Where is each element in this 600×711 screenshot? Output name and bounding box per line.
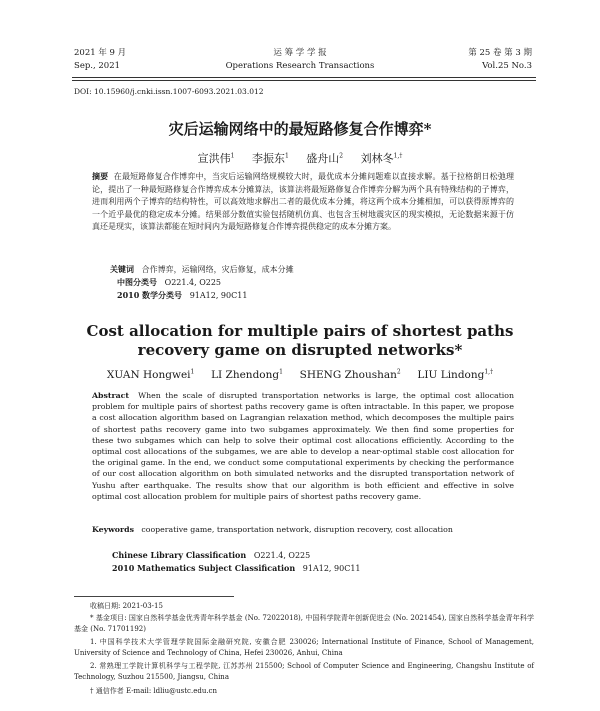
footnote-affil-2: 2. 常熟理工学院计算机科学与工程学院, 江苏苏州 215500; School of Computer Science and Engineering, Changshu Institute of Technology, Suzhou 215500, Jiangsu, China [74,662,534,681]
author-en: LI Zhendong$^1$ [211,368,283,381]
abstract-cn [92,170,514,234]
header-volume-cn: 第 25 卷 第 3 期 [468,48,532,58]
header-journal-en: Operations Research Transactions [225,61,375,71]
author-cn: 刘林冬$^{1,\dagger}$ [360,152,403,165]
title-cn: 灾后运输网络中的最短路修复合作博弈* [168,120,432,138]
msc-en: 2010 Mathematics Subject Classification 91A12, 90C11 [112,563,361,573]
abstract-en-text: When the scale of disrupted transportation networks is large, the optimal cost allocation problem for multiple pairs of shortest paths recovery game is often intractable. In this paper, we propose a cost allocation algorithm based on Lagrangian relaxation method, which decomposes the multiple pairs of shortest paths recovery game into two subgames approximately. We then find some properties for these two subgames which can help to solve their optimal cost allocations efficiently. According to the optimal cost allocations of the subgames, we are able to develop a near-optimal stable cost allocation for the original game. In the end, we conduct some computational experiments by checking the performance of our cost allocation algorithm on both simulated networks and the disrupted transportation network of Yushu after earthquake. The results show that our algorithm is both efficient and effective in solve optimal cost allocation problem for multiple pairs of shortest paths recovery game. [92,391,514,501]
abstract-cn-text: 在最短路修复合作博弈中，当灾后运输网络规模较大时，最优成本分摊问题难以直接求解。基于拉格朗日松弛理论，提出了一种最短路修复合作博弈成本分摊算法，该算法将最短路修复合作博弈分解为两个具有特殊结构的子博弈，进而利用两个子博弈的结构特性，可以高效地求解出二者的最优成本分摊，将这两个成本分摊相加，可以获得原博弈的一个近乎最优的稳定成本分摊。结果部分数值实验包括随机仿真、也包含玉树地震灾区的现实模拟，无论数据来源于仿真还是现实，该算法都能在短时间内为最短路修复合作博弈提供稳定的成本分摊方案。 [92,172,514,232]
footnote-received: 收稿日期: 2021-03-15 [90,602,163,610]
header-volume-en: Vol.25 No.3 [482,61,532,71]
author-en: XUAN Hongwei$^1$ [106,368,195,381]
keywords-en: Keywords cooperative game, transportation network, disruption recovery, cost allocation [92,525,453,534]
footnote-affil-1: 1. 中国科学技术大学管理学院国际金融研究院, 安徽合肥 230026; International Institute of Finance, School of Management, University of Science and Technology of China, Hefei 230026, Anhui, China [74,638,534,657]
header-journal-cn: 运 筹 学 学 报 [273,48,327,58]
author-en: LIU Lindong$^{1,\dagger}$ [417,368,494,381]
footnote-rule [74,596,234,597]
header-rule-thick [72,80,536,81]
header-rule-thin [72,77,536,78]
abstract-cn-label: 摘要 [92,171,109,181]
doi: DOI: 10.15960/j.cnki.issn.1007-6093.2021.03.012 [74,87,264,96]
title-en-line-1: Cost allocation for multiple pairs of shortest paths [86,322,514,340]
footnote-fund: * 基金项目: 国家自然科学基金优秀青年科学基金 (No. 72022018), 中国科学院青年创新促进会 (No. 2021454), 国家自然科学基金青年科学基金 (No. 71701192) [74,614,534,633]
author-cn: 盛舟山$^2$ [306,152,344,165]
clc-cn: 中图分类号 O221.4, O225 [117,277,222,287]
authors-cn [0,150,600,166]
title-en-line-2: recovery game on disrupted networks* [137,341,463,359]
footnote-corresponding: † 通信作者 E-mail: ldliu@ustc.edu.cn [90,687,217,695]
author-en: SHENG Zhoushan$^2$ [299,368,401,381]
abstract-en-label: Abstract [92,391,130,400]
author-cn: 李振东$^1$ [251,152,289,165]
msc-cn: 2010 数学分类号 91A12, 90C11 [117,290,248,300]
author-cn: 宣洪伟$^1$ [197,152,235,165]
header-date-cn: 2021 年 9 月 [74,48,127,58]
header-date-en: Sep., 2021 [74,61,121,71]
authors-en [0,368,600,381]
keywords-cn: 关键词 合作博弈，运输网络，灾后修复，成本分摊 [110,264,294,274]
clc-en: Chinese Library Classification O221.4, O225 [112,550,311,560]
abstract-en [92,390,514,502]
